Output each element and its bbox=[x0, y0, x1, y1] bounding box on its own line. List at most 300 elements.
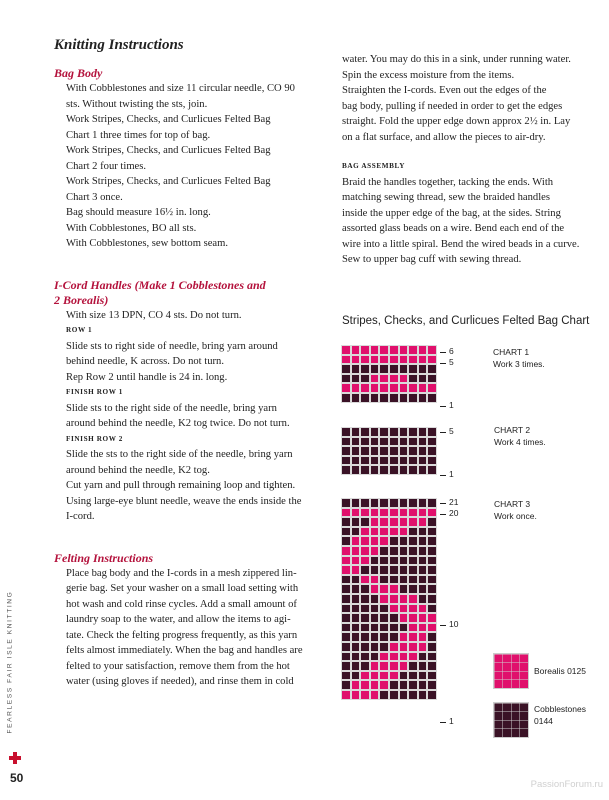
chart3-stitch bbox=[399, 565, 409, 575]
chart3-stitch bbox=[427, 604, 437, 614]
chart3-stitch bbox=[427, 690, 437, 700]
chart3-stitch bbox=[379, 527, 389, 537]
chart3-stitch bbox=[427, 680, 437, 690]
text-line: water (using gloves if needed), and rinse them in cold bbox=[66, 676, 294, 687]
text-line: Chart 2 four times. bbox=[66, 160, 147, 172]
chart3-stitch bbox=[360, 652, 370, 662]
chart3-stitch bbox=[418, 594, 428, 604]
chart3-stitch bbox=[408, 575, 418, 585]
chart3-stitch bbox=[370, 680, 380, 690]
chart3-stitch bbox=[360, 575, 370, 585]
text-line: on a flat surface, and allow the pieces to air-dry. bbox=[342, 131, 546, 143]
chart1-stitch bbox=[341, 345, 351, 355]
chart1-stitch bbox=[379, 393, 389, 403]
text-line: felts almost immediately. When the bag and handles are bbox=[66, 645, 303, 656]
chart3-stitch bbox=[370, 604, 380, 614]
chart3-stitch bbox=[418, 652, 428, 662]
chart1-stitch bbox=[389, 393, 399, 403]
chart3-stitch bbox=[341, 575, 351, 585]
chart1-stitch bbox=[341, 383, 351, 393]
chart3-stitch bbox=[389, 527, 399, 537]
chart2-stitch bbox=[399, 465, 409, 475]
chart2-stitch bbox=[360, 465, 370, 475]
cobblestones-label: Cobblestones 0144 bbox=[534, 704, 586, 726]
chart2-stitch bbox=[399, 446, 409, 456]
chart1-name: CHART 1 bbox=[493, 347, 530, 357]
chart3-stitch bbox=[360, 584, 370, 594]
chart3-stitch bbox=[379, 498, 389, 508]
chart3-stitch bbox=[399, 584, 409, 594]
chart3-stitch bbox=[389, 556, 399, 566]
chart3-stitch bbox=[379, 613, 389, 623]
chart3-stitch bbox=[408, 584, 418, 594]
chart3-stitch bbox=[408, 680, 418, 690]
chart2-stitch bbox=[379, 465, 389, 475]
text-line: hot wash and cold rinse cycles. Add a small amount of bbox=[66, 598, 297, 610]
chart3-stitch bbox=[360, 613, 370, 623]
chart3-stitch bbox=[389, 613, 399, 623]
chart2-stitch bbox=[341, 446, 351, 456]
chart1-stitch bbox=[351, 345, 361, 355]
text-line: water. You may do this in a sink, under running water. bbox=[342, 54, 571, 65]
chart1-stitch bbox=[389, 345, 399, 355]
chart3-stitch bbox=[351, 546, 361, 556]
chart3-stitch bbox=[427, 498, 437, 508]
chart3-stitch bbox=[418, 584, 428, 594]
chart3-stitch bbox=[399, 623, 409, 633]
chart3-stitch bbox=[408, 661, 418, 671]
chart2-stitch bbox=[408, 456, 418, 466]
right-column bbox=[342, 52, 592, 268]
text-line: around behind the needle, K2 tog. bbox=[66, 464, 210, 476]
chart3-stitch bbox=[341, 517, 351, 527]
chart3-stitch bbox=[360, 642, 370, 652]
chart1-stitch bbox=[427, 383, 437, 393]
chart1-note: Work 3 times. bbox=[493, 359, 545, 369]
chart3-stitch bbox=[341, 565, 351, 575]
chart2-stitch bbox=[427, 456, 437, 466]
chart3-stitch bbox=[379, 565, 389, 575]
text-line: Slide sts to right side of needle, bring yarn around bbox=[66, 340, 278, 352]
text-line: tate. Check the felting progress frequently, as this yarn bbox=[66, 629, 298, 641]
chart3-stitch bbox=[418, 517, 428, 527]
chart3-stitch bbox=[418, 632, 428, 642]
chart3-stitch bbox=[408, 652, 418, 662]
chart2-stitch bbox=[360, 446, 370, 456]
chart3-stitch bbox=[341, 632, 351, 642]
chart3-stitch bbox=[379, 536, 389, 546]
chart3-stitch bbox=[341, 584, 351, 594]
chart1-stitch bbox=[408, 364, 418, 374]
chart1-stitch bbox=[399, 374, 409, 384]
chart3-stitch bbox=[341, 546, 351, 556]
chart3-name: CHART 3 bbox=[494, 499, 531, 509]
chart1-stitch bbox=[427, 374, 437, 384]
chart3-stitch bbox=[351, 536, 361, 546]
chart2-stitch bbox=[389, 427, 399, 437]
chart3-stitch bbox=[408, 498, 418, 508]
chart1-stitch bbox=[360, 364, 370, 374]
chart3-stitch bbox=[341, 556, 351, 566]
row-label: FINISH ROW 2 bbox=[66, 434, 123, 443]
chart3-stitch bbox=[399, 536, 409, 546]
chart3-stitch bbox=[351, 508, 361, 518]
chart1-stitch bbox=[408, 345, 418, 355]
chart3-stitch bbox=[370, 623, 380, 633]
chart3-stitch bbox=[389, 546, 399, 556]
chart2-stitch bbox=[341, 456, 351, 466]
chart3-stitch bbox=[408, 556, 418, 566]
chart3-stitch bbox=[389, 584, 399, 594]
chart3-stitch bbox=[351, 575, 361, 585]
chart3-stitch bbox=[341, 652, 351, 662]
chart1-stitch bbox=[351, 374, 361, 384]
chart3-stitch bbox=[418, 613, 428, 623]
chart3-stitch bbox=[341, 680, 351, 690]
chart1-stitch bbox=[418, 383, 428, 393]
chart3-stitch bbox=[418, 565, 428, 575]
page-title: Knitting Instructions bbox=[54, 37, 184, 53]
chart3-stitch bbox=[360, 623, 370, 633]
chart3-stitch bbox=[399, 508, 409, 518]
chart3-stitch bbox=[418, 498, 428, 508]
chart3-stitch bbox=[427, 623, 437, 633]
chart3-stitch bbox=[370, 642, 380, 652]
chart3-stitch bbox=[370, 565, 380, 575]
chart3-stitch bbox=[408, 546, 418, 556]
chart3-stitch bbox=[408, 517, 418, 527]
text-line: wire into a little spiral. Bend the wired beads in a curve. bbox=[342, 238, 580, 250]
chart3-stitch bbox=[418, 575, 428, 585]
chart3-stitch bbox=[427, 565, 437, 575]
left-column bbox=[54, 36, 316, 690]
chart1-row-number: 5 bbox=[449, 357, 454, 367]
chart1-label bbox=[493, 346, 545, 370]
chart3-stitch bbox=[341, 642, 351, 652]
chart1-stitch bbox=[370, 345, 380, 355]
chart1-stitch bbox=[389, 355, 399, 365]
chart3-stitch bbox=[389, 671, 399, 681]
chart2-stitch bbox=[399, 427, 409, 437]
chart3-stitch bbox=[418, 680, 428, 690]
chart3-stitch bbox=[427, 546, 437, 556]
chart3-stitch bbox=[399, 652, 409, 662]
chart1-stitch bbox=[399, 345, 409, 355]
page-number: 50 bbox=[10, 771, 24, 785]
chart3-label bbox=[494, 498, 537, 522]
chart3-stitch bbox=[360, 517, 370, 527]
icord-text bbox=[54, 308, 316, 525]
chart3-stitch bbox=[379, 661, 389, 671]
chart3-stitch bbox=[389, 632, 399, 642]
chart1-stitch bbox=[379, 383, 389, 393]
chart3-stitch bbox=[341, 498, 351, 508]
chart3-row-number: 1 bbox=[449, 716, 454, 726]
chart2-stitch bbox=[389, 446, 399, 456]
chart3-stitch bbox=[370, 498, 380, 508]
text-line: Chart 3 once. bbox=[66, 191, 123, 203]
chart3-stitch bbox=[360, 632, 370, 642]
chart3-stitch bbox=[399, 517, 409, 527]
chart1-stitch bbox=[418, 364, 428, 374]
chart2-stitch bbox=[370, 437, 380, 447]
chart2-stitch bbox=[418, 465, 428, 475]
chart3-stitch bbox=[360, 498, 370, 508]
chart2-stitch bbox=[408, 446, 418, 456]
text-line: Bag should measure 16½ in. long. bbox=[66, 207, 211, 218]
borealis-label: Borealis 0125 bbox=[534, 666, 586, 676]
chart3-row-number: 10 bbox=[449, 619, 459, 629]
chart1-stitch bbox=[399, 393, 409, 403]
chart2-name: CHART 2 bbox=[494, 425, 531, 435]
chart3-stitch bbox=[370, 690, 380, 700]
chart1-stitch bbox=[389, 364, 399, 374]
chart3-stitch bbox=[351, 661, 361, 671]
cobblestones-swatch bbox=[493, 702, 529, 738]
chart3-stitch bbox=[427, 661, 437, 671]
text-line: matching sewing thread, sew the braided handles bbox=[342, 192, 550, 203]
icord-heading-line: I-Cord Handles (Make 1 Cobblestones and bbox=[54, 277, 266, 292]
chart3-stitch bbox=[427, 527, 437, 537]
chart3-stitch bbox=[370, 575, 380, 585]
chart2-label bbox=[494, 424, 546, 448]
chart3-stitch bbox=[418, 671, 428, 681]
chart3-stitch bbox=[408, 508, 418, 518]
chart1-stitch bbox=[389, 383, 399, 393]
chart2-stitch bbox=[379, 446, 389, 456]
chart2-stitch bbox=[427, 427, 437, 437]
chart3-stitch bbox=[379, 632, 389, 642]
chart3-stitch bbox=[389, 642, 399, 652]
chart3-stitch bbox=[399, 613, 409, 623]
chart3-stitch bbox=[351, 671, 361, 681]
chart3-stitch bbox=[341, 594, 351, 604]
text-line: Work Stripes, Checks, and Curlicues Felted Bag bbox=[66, 114, 271, 125]
chart1-stitch bbox=[370, 364, 380, 374]
chart2-stitch bbox=[360, 456, 370, 466]
bag-assembly-heading: BAG ASSEMBLY bbox=[342, 162, 406, 170]
chart3-stitch bbox=[351, 556, 361, 566]
chart3-stitch bbox=[399, 632, 409, 642]
watermark: PassionForum.ru bbox=[530, 779, 603, 790]
chart3-stitch bbox=[351, 680, 361, 690]
text-line: Chart 1 three times for top of bag. bbox=[66, 129, 211, 141]
chart2-stitch bbox=[389, 437, 399, 447]
chart3-stitch bbox=[379, 556, 389, 566]
chart2-stitch bbox=[351, 456, 361, 466]
chart2-stitch bbox=[360, 437, 370, 447]
chart3-stitch bbox=[379, 546, 389, 556]
chart3-stitch bbox=[427, 632, 437, 642]
chart2-stitch bbox=[360, 427, 370, 437]
chart3-stitch bbox=[408, 613, 418, 623]
text-line: With size 13 DPN, CO 4 sts. Do not turn. bbox=[66, 309, 242, 321]
chart3-stitch bbox=[370, 527, 380, 537]
chart3-stitch bbox=[370, 661, 380, 671]
chart1-row-number: 6 bbox=[449, 346, 454, 356]
chart3-stitch bbox=[418, 508, 428, 518]
chart3-stitch bbox=[351, 632, 361, 642]
chart3-stitch bbox=[408, 690, 418, 700]
chart3-stitch bbox=[389, 536, 399, 546]
chart2-stitch bbox=[370, 465, 380, 475]
chart3-stitch bbox=[370, 671, 380, 681]
chart3-stitch bbox=[379, 642, 389, 652]
chart3-stitch bbox=[418, 642, 428, 652]
chart1-stitch bbox=[341, 393, 351, 403]
text-line: Slide the sts to the right side of the needle, bring yarn bbox=[66, 449, 293, 460]
chart1-stitch bbox=[379, 355, 389, 365]
chart3-stitch bbox=[389, 508, 399, 518]
chart3-stitch bbox=[418, 661, 428, 671]
chart3-stitch bbox=[351, 690, 361, 700]
chart2-stitch bbox=[370, 446, 380, 456]
chart3-stitch bbox=[408, 594, 418, 604]
chart1-stitch bbox=[341, 355, 351, 365]
row-label: FINISH ROW 1 bbox=[66, 388, 123, 396]
text-line: straight. Fold the upper edge down approx 2½ in. Lay bbox=[342, 116, 571, 127]
chart2-stitch bbox=[351, 446, 361, 456]
chart-section-title: Stripes, Checks, and Curlicues Felted Bag Chart bbox=[342, 315, 590, 327]
chart1-row-number: 1 bbox=[449, 400, 454, 410]
chart3-stitch bbox=[370, 632, 380, 642]
chart3-stitch bbox=[351, 498, 361, 508]
chart1-stitch bbox=[418, 393, 428, 403]
chart3-stitch bbox=[360, 536, 370, 546]
chart3-stitch bbox=[379, 584, 389, 594]
chart3-stitch bbox=[427, 594, 437, 604]
text-line: Sew to upper bag cuff with sewing thread. bbox=[342, 254, 522, 265]
chart3-stitch bbox=[399, 671, 409, 681]
chart3-stitch bbox=[418, 556, 428, 566]
chart2-stitch bbox=[370, 456, 380, 466]
chart2-stitch bbox=[408, 465, 418, 475]
chart3-stitch bbox=[389, 498, 399, 508]
chart3-stitch bbox=[341, 690, 351, 700]
chart3-stitch bbox=[370, 613, 380, 623]
chart3-stitch bbox=[408, 632, 418, 642]
chart3-stitch bbox=[389, 652, 399, 662]
chart2-stitch bbox=[341, 427, 351, 437]
chart3-stitch bbox=[408, 642, 418, 652]
chart3-stitch bbox=[389, 517, 399, 527]
chart1-stitch bbox=[379, 374, 389, 384]
text-line: Place bag body and the I-cords in a mesh zippered lin- bbox=[66, 567, 297, 579]
chart3-stitch bbox=[408, 527, 418, 537]
chart3-stitch bbox=[418, 623, 428, 633]
chart3-stitch bbox=[427, 508, 437, 518]
text-line: laundry soap to the water, and allow the items to agi- bbox=[66, 614, 291, 625]
chart3-stitch bbox=[427, 575, 437, 585]
chart2-stitch bbox=[408, 437, 418, 447]
chart3-stitch bbox=[341, 527, 351, 537]
chart3-stitch bbox=[360, 527, 370, 537]
chart3-stitch bbox=[427, 536, 437, 546]
chart3-stitch bbox=[360, 690, 370, 700]
chart2-stitch bbox=[341, 465, 351, 475]
chart2-stitch bbox=[351, 437, 361, 447]
chart3-stitch bbox=[399, 604, 409, 614]
chart3-stitch bbox=[427, 584, 437, 594]
chart3-stitch bbox=[379, 594, 389, 604]
chart2-stitch bbox=[418, 446, 428, 456]
text-line: Work Stripes, Checks, and Curlicues Felted Bag bbox=[66, 145, 271, 156]
chart1-stitch bbox=[341, 364, 351, 374]
chart3-stitch bbox=[379, 652, 389, 662]
chart3-stitch bbox=[389, 661, 399, 671]
chart1-stitch bbox=[427, 355, 437, 365]
chart1-stitch bbox=[427, 364, 437, 374]
chart1-stitch bbox=[370, 393, 380, 403]
chart3-stitch bbox=[379, 680, 389, 690]
chart3-stitch bbox=[379, 690, 389, 700]
chart3-stitch bbox=[351, 517, 361, 527]
chart1-stitch bbox=[427, 345, 437, 355]
felting-heading: Felting Instructions bbox=[54, 550, 154, 565]
chart3-stitch bbox=[427, 642, 437, 652]
text-line: Straighten the I-cords. Even out the edges of the bbox=[342, 85, 547, 96]
chart3-stitch bbox=[360, 508, 370, 518]
chart1-stitch bbox=[351, 364, 361, 374]
chart3-stitch bbox=[379, 604, 389, 614]
chart3-stitch bbox=[427, 652, 437, 662]
text-line: Work Stripes, Checks, and Curlicues Felted Bag bbox=[66, 176, 271, 187]
chart3-stitch bbox=[418, 690, 428, 700]
chart1-stitch bbox=[399, 383, 409, 393]
chart3-stitch bbox=[360, 671, 370, 681]
chart3-stitch bbox=[351, 613, 361, 623]
chart3-stitch bbox=[427, 517, 437, 527]
chart2-stitch bbox=[389, 465, 399, 475]
text-line: Rep Row 2 until handle is 24 in. long. bbox=[66, 371, 228, 383]
chart1-stitch bbox=[399, 364, 409, 374]
chart1-stitch bbox=[408, 355, 418, 365]
chart3-stitch bbox=[379, 508, 389, 518]
chart3-stitch bbox=[427, 556, 437, 566]
chart2-stitch bbox=[427, 446, 437, 456]
text-line: Spin the excess moisture from the items. bbox=[342, 69, 515, 81]
chart2-stitch bbox=[418, 456, 428, 466]
text-line: Using large-eye blunt needle, weave the ends inside the bbox=[66, 495, 302, 507]
chart1-stitch bbox=[379, 345, 389, 355]
chart2-stitch bbox=[379, 427, 389, 437]
chart3-stitch bbox=[341, 671, 351, 681]
chart3-stitch bbox=[399, 575, 409, 585]
borealis-swatch bbox=[493, 653, 529, 689]
chart1-stitch bbox=[370, 374, 380, 384]
chart3-stitch bbox=[418, 527, 428, 537]
chart2-stitch bbox=[379, 437, 389, 447]
chart3-stitch bbox=[370, 594, 380, 604]
chart1-stitch bbox=[418, 374, 428, 384]
chart3-stitch bbox=[341, 508, 351, 518]
chart3-stitch bbox=[379, 517, 389, 527]
text-line: I-cord. bbox=[66, 511, 95, 522]
chart3-stitch bbox=[379, 623, 389, 633]
chart3-stitch bbox=[341, 604, 351, 614]
text-line: With Cobblestones and size 11 circular needle, CO 90 bbox=[66, 83, 295, 94]
chart3-stitch bbox=[370, 584, 380, 594]
text-line: bag body, pulling if needed in order to get the edges bbox=[342, 100, 563, 112]
text-line: Slide sts to the right side of the needle, bring yarn bbox=[66, 402, 277, 414]
chart3-stitch bbox=[389, 680, 399, 690]
chart3-stitch bbox=[351, 623, 361, 633]
chart3-stitch bbox=[399, 594, 409, 604]
chart3-stitch bbox=[351, 584, 361, 594]
chart3-stitch bbox=[408, 536, 418, 546]
chart3-stitch bbox=[360, 556, 370, 566]
text-line: inside the upper edge of the bag, at the sides. String bbox=[342, 207, 561, 219]
